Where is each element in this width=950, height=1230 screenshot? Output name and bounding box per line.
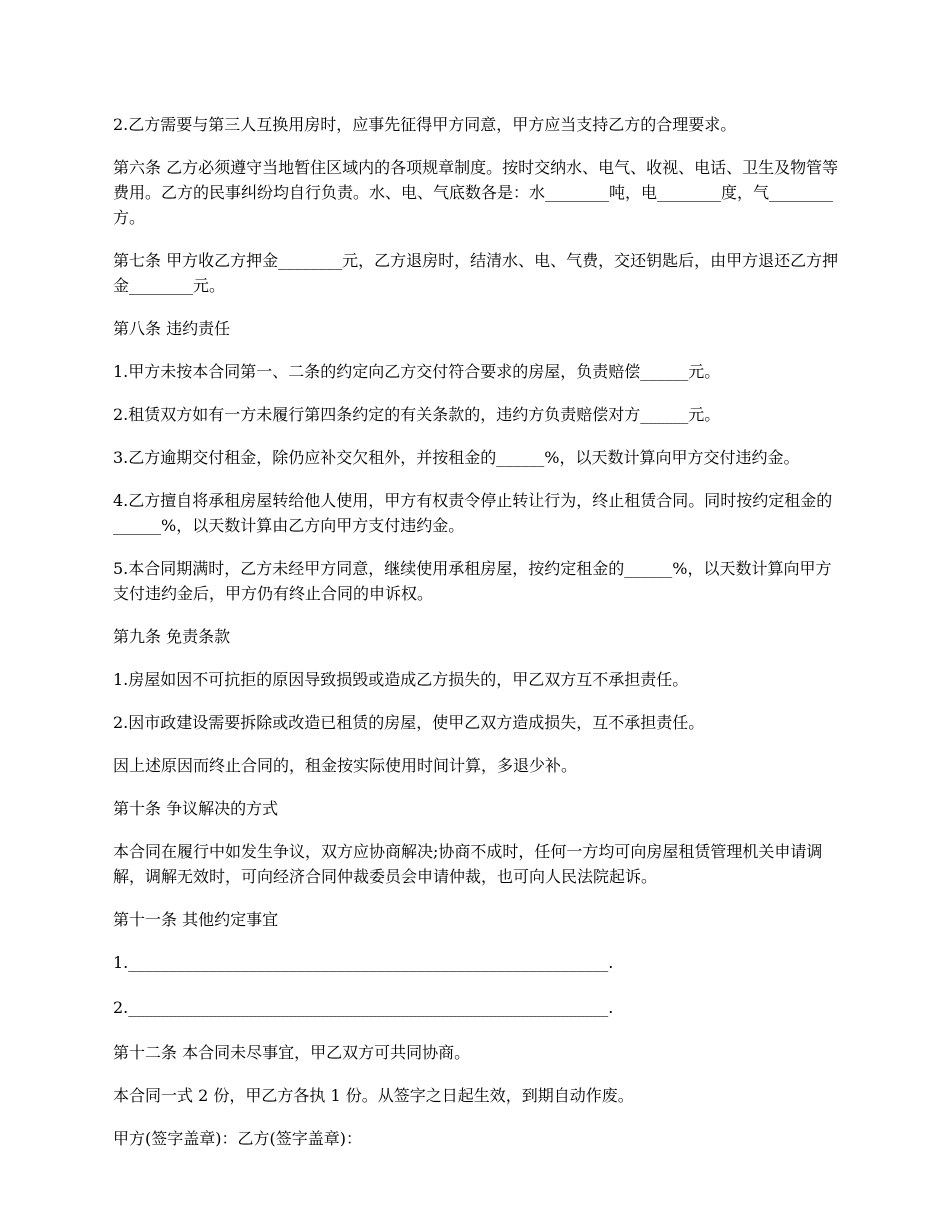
clause-8-item-4: 4.乙方擅自将承租房屋转给他人使用，甲方有权责令停止转让行为，终止租赁合同。同时按约定租金的______%，以天数计算由乙方向甲方支付违约金。 [113,491,833,535]
clause-5-item-2: 2.乙方需要与第三人互换用房时，应事先征得甲方同意，甲方应当支持乙方的合理要求。 [113,115,737,134]
copies-note: 本合同一式 2 份，甲乙方各执 1 份。从签字之日起生效，到期自动作废。 [113,1086,634,1105]
clause-11-heading: 第十一条 其他约定事宜 [113,910,279,929]
clause-8-item-1: 1.甲方未按本合同第一、二条的约定向乙方交付符合要求的房屋，负责赔偿______元。 [113,362,721,381]
clause-8-heading: 第八条 违约责任 [113,319,231,338]
clause-8-item-2: 2.租赁双方如有一方未履行第四条约定的有关条款的，违约方负责赔偿对方______元。 [113,405,721,424]
clause-7: 第七条 甲方收乙方押金________元，乙方退房时，结清水、电、气费，交还钥匙后，由甲方退还乙方押金________元。 [113,251,839,295]
clause-12: 第十二条 本合同未尽事宜，甲乙双方可共同协商。 [113,1043,471,1062]
signature-line: 甲方(签字盖章)：乙方(签字盖章)： [113,1129,362,1148]
clause-9-item-2: 2.因市政建设需要拆除或改造已租赁的房屋，使甲乙双方造成损失，互不承担责任。 [113,713,705,732]
clause-10-heading: 第十条 争议解决的方式 [113,799,279,818]
clause-11-item-2: 2.____________________________________________________________. [113,998,614,1017]
clause-8-item-5: 5.本合同期满时，乙方未经甲方同意，继续使用承租房屋，按约定租金的______%，以天数计算向甲方支付违约金后，甲方仍有终止合同的申诉权。 [113,559,832,603]
clause-10-body: 本合同在履行中如发生争议，双方应协商解决;协商不成时，任何一方均可向房屋租赁管理机关申请调解，调解无效时，可向经济合同仲裁委员会申请仲裁，也可向人民法院起诉。 [113,842,823,886]
clause-9-heading: 第九条 免责条款 [113,627,231,646]
clause-6: 第六条 乙方必须遵守当地暂住区域内的各项规章制度。按时交纳水、电气、收视、电话、卫生及物管等费用。乙方的民事纠纷均自行负责。水、电、气底数各是：水________吨，电________度，气________方。 [113,158,839,227]
clause-9-item-1: 1.房屋如因不可抗拒的原因导致损毁或造成乙方损失的，甲乙双方互不承担责任。 [113,670,689,689]
clause-8-item-3: 3.乙方逾期交付租金，除仍应补交欠租外，并按租金的______%，以天数计算向甲方交付违约金。 [113,448,800,467]
clause-11-item-1: 1.____________________________________________________________. [113,953,614,972]
clause-9-note: 因上述原因而终止合同的，租金按实际使用时间计算，多退少补。 [113,756,578,775]
